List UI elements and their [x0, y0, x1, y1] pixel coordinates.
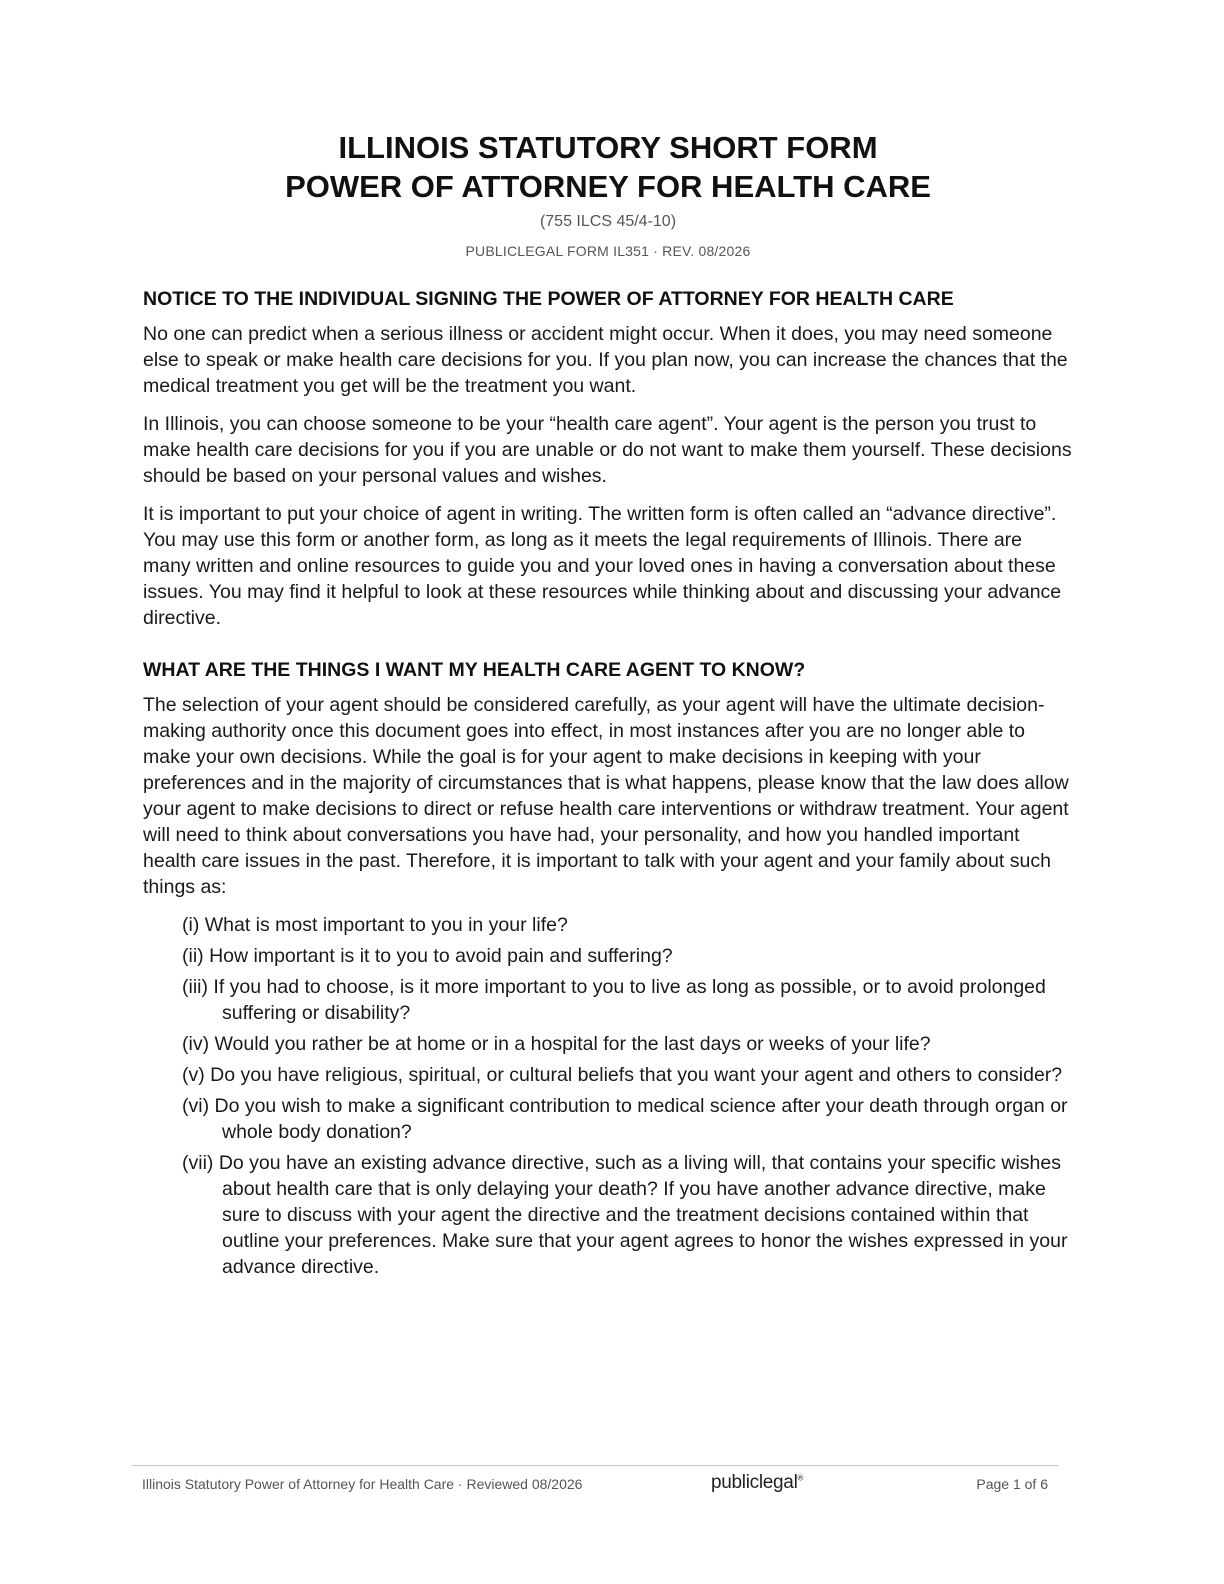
form-number: PUBLICLEGAL FORM IL351 · REV. 08/2026 [465, 243, 751, 259]
notice-paragraph-3: It is important to put your choice of agent in writing. The written form is often called an “advance directive”. You may use this form or another form, as long as it meets the legal requirements of Illinois. There are many written and online resources to guide you and your loved ones in having a conversation about these issues. You may find it helpful to look at these resources while thinking about and discussing your advance directive. [143, 503, 1062, 629]
notice-paragraph-2: In Illinois, you can choose someone to be your “health care agent”. Your agent is the person you trust to make health care decisions for you if you are unable or do not want to make them yourself. These decisions should be based on your personal values and wishes. [143, 413, 1072, 487]
question-item: (vii) Do you have an existing advance directive, such as a living will, that contains your specific wishes about health care that is only delaying your death? If you have another advance directive, make sure to discuss with your agent the directive and the treatment decisions contained within that outline your preferences. Make sure that your agent agrees to honor the wishes expressed in your advance directive. [182, 1152, 1068, 1278]
question-item: (ii) How important is it to you to avoid pain and suffering? [182, 945, 673, 967]
question-item: (iv) Would you rather be at home or in a hospital for the last days or weeks of your life? [182, 1033, 931, 1055]
question-item: (vi) Do you wish to make a significant contribution to medical science after your death through organ or whole body donation? [182, 1095, 1068, 1143]
notice-heading: NOTICE TO THE INDIVIDUAL SIGNING THE POWER OF ATTORNEY FOR HEALTH CARE [143, 288, 954, 310]
notice-paragraph-1: No one can predict when a serious illness or accident might occur. When it does, you may need someone else to speak or make health care decisions for you. If you plan now, you can increase the chances that the medical treatment you get will be the treatment you want. [143, 323, 1068, 397]
page-content [143, 128, 1073, 1285]
page-footer [132, 1465, 1059, 1493]
statute-citation: (755 ILCS 45/4-10) [539, 213, 677, 230]
publiclegal-logo: publiclegal® [711, 1472, 804, 1493]
footer-document-info: Illinois Statutory Power of Attorney for Health Care · Reviewed 08/2026 [142, 1476, 583, 1492]
page-number: Page 1 of 6 [976, 1476, 1048, 1492]
question-list [182, 912, 1073, 1280]
agent-section-intro: The selection of your agent should be considered carefully, as your agent will have the ultimate decision-making authority once this document goes into effect, in most instances after you are no longer able to make your own decisions. While the goal is for your agent to make decisions in keeping with your preferences and in the majority of circumstances that is what happens, please know that the law does allow your agent to make decisions to direct or refuse health care interventions or withdraw treatment. Your agent will need to think about conversations you have had, your personality, and how you handled important health care issues in the past. Therefore, it is important to talk with your agent and your family about such things as: [143, 694, 1069, 898]
title-line-2: POWER OF ATTORNEY FOR HEALTH CARE [285, 169, 931, 204]
agent-section-heading: WHAT ARE THE THINGS I WANT MY HEALTH CARE AGENT TO KNOW? [143, 659, 806, 681]
question-item: (iii) If you had to choose, is it more important to you to live as long as possible, or to avoid prolonged suffering or disability? [182, 976, 1046, 1024]
question-item: (v) Do you have religious, spiritual, or cultural beliefs that you want your agent and others to consider? [182, 1064, 1063, 1086]
document-title [143, 128, 1073, 206]
question-item: (i) What is most important to you in your life? [182, 914, 568, 936]
brand-name: publiclegal [711, 1472, 798, 1493]
title-line-1: ILLINOIS STATUTORY SHORT FORM [338, 130, 878, 165]
